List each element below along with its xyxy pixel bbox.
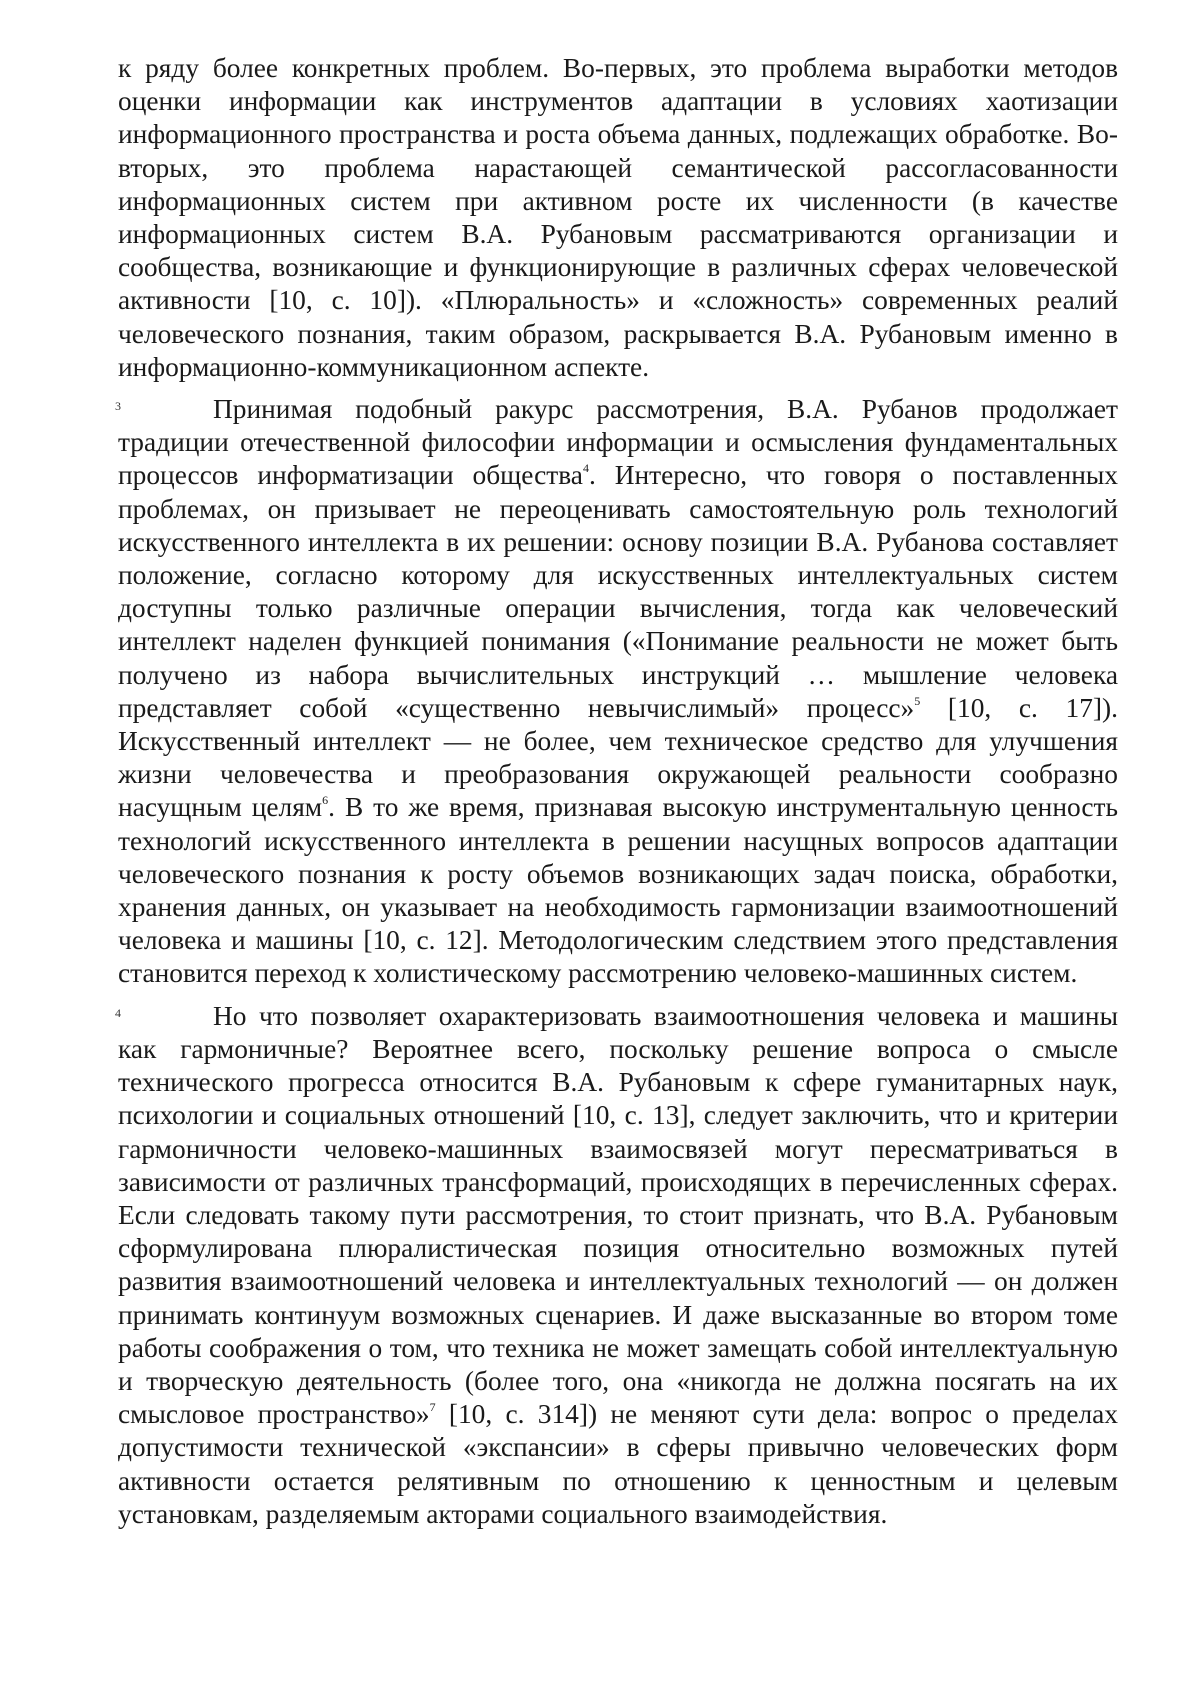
paragraph-text: Принимая подобный ракурс рассмотрения, В.А. Рубанов продолжает традиции отечественной философии информации и осмысления фундаментальных процессов информатизации общества: [118, 394, 1118, 490]
paragraph-text: Но что позволяет охарактеризовать взаимоотношения человека и машины как гармоничные? Вероятнее всего, поскольку решение вопроса о смысле технического прогресса относится В.А. Рубановым к сфере гуманитарных наук, психологии и социальных отношений [10, с. 13], следует заключить, что и критерии гармоничности человеко-машинных взаимосвязей могут пересматриваться в зависимости от различных трансформаций, происходящих в перечисленных сферах. Если следовать такому пути рассмотрения, то стоит признать, что В.А. Рубановым сформулирована плюралистическая позиция относительно возможных путей развития взаимоотношений человека и интеллектуальных технологий — он должен принимать континуум возможных сценариев. И даже высказанные во втором томе работы соображения о том, что техника не может замещать собой интеллектуальную и творческую деятельность (более того, она «никогда не должна посягать на их смысловое пространство»: [118, 1001, 1118, 1429]
paragraph-text: [10, с. 314]) не меняют сути дела: вопрос о пределах допустимости технической «экспансии» в сферы привычно человеческих форм активности остается релятивным по отношению к ценностным и целевым установкам, разделяемым акторами социального взаимодействия.: [118, 1399, 1118, 1529]
paragraph-text: . В то же время, признавая высокую инструментальную ценность технологий искусственного интеллекта в решении насущных вопросов адаптации человеческого познания к росту объемов возникающих задач поиска, обработки, хранения данных, он указывает на необходимость гармонизации взаимоотношений человека и машины [10, с. 12]. Методологическим следствием этого представления становится переход к холистическому рассмотрению человеко-машинных систем.: [118, 792, 1118, 988]
paragraph-text: [10, с. 17]). Искусственный интеллект — не более, чем техническое средство для улучшения жизни человечества и преобразования окружающей реальности сообразно насущным целям: [118, 693, 1118, 823]
document-page: [118, 52, 1118, 1531]
footnote-ref[interactable]: 6: [322, 793, 328, 807]
paragraph-3: [118, 393, 1118, 991]
footnote-ref[interactable]: 4: [583, 461, 589, 475]
footnote-ref[interactable]: 5: [914, 694, 920, 708]
paragraph-number: 4: [115, 1007, 121, 1019]
paragraph-4: [118, 1000, 1118, 1531]
paragraph-text: . Интересно, что говоря о поставленных проблемах, он призывает не переоценивать самостоятельную роль технологий искусственного интеллекта в их решении: основу позиции В.А. Рубанова составляет положение, согласно которому для искусственных интеллектуальных систем доступны только различные операции вычисления, тогда как человеческий интеллект наделен функцией понимания («Понимание реальности не может быть получено из набора вычислительных инструкций … мышление человека представляет собой «существенно невычислимый» процесс»: [118, 460, 1118, 722]
paragraph-continued: [118, 52, 1118, 384]
footnote-ref[interactable]: 7: [430, 1400, 436, 1414]
paragraph-text: к ряду более конкретных проблем. Во-первых, это проблема выработки методов оценки информации как инструментов адаптации в условиях хаотизации информационного пространства и роста объема данных, подлежащих обработке. Во-вторых, это проблема нарастающей семантической рассогласованности информационных систем при активном росте их численности (в качестве информационных систем В.А. Рубановым рассматриваются организации и сообщества, возникающие и функционирующие в различных сферах человеческой активности [10, с. 10]). «Плюральность» и «сложность» современных реалий человеческого познания, таким образом, раскрывается В.А. Рубановым именно в информационно-коммуникационном аспекте.: [118, 53, 1118, 382]
paragraph-number: 3: [115, 400, 121, 412]
